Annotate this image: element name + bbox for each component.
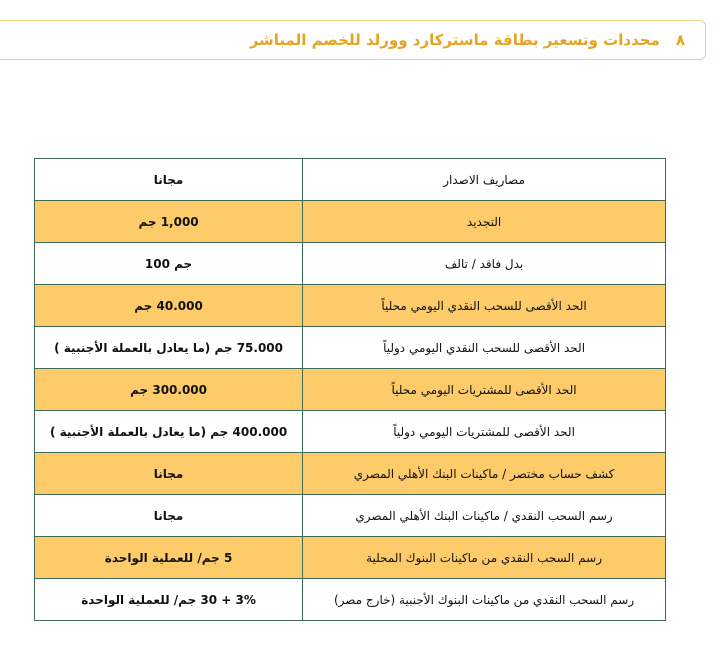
fee-value-cell: 75.000 جم (ما يعادل بالعملة الأجنبية )	[35, 327, 303, 369]
fee-value-cell: 40.000 جم	[35, 285, 303, 327]
section-number: ٨	[675, 31, 685, 49]
fee-label-cell: الحد الأقصى للمشتريات اليومي دولياً	[303, 411, 666, 453]
fee-value-cell: 1,000 جم	[35, 201, 303, 243]
fees-table	[34, 158, 666, 621]
fee-label-cell: رسم السحب النقدي من ماكينات البنوك المحلية	[303, 537, 666, 579]
fee-value-cell: مجانا	[35, 159, 303, 201]
fee-label-cell: كشف حساب مختصر / ماكينات البنك الأهلي المصري	[303, 453, 666, 495]
table-row	[35, 243, 666, 285]
fee-label-cell: التجديد	[303, 201, 666, 243]
table-row	[35, 327, 666, 369]
table-row	[35, 285, 666, 327]
fee-value-cell: 300.000 جم	[35, 369, 303, 411]
fee-label-cell: الحد الأقصى للمشتريات اليومي محلياً	[303, 369, 666, 411]
fee-value-cell: 5 جم/ للعملية الواحدة	[35, 537, 303, 579]
table-row	[35, 495, 666, 537]
table-row	[35, 369, 666, 411]
fee-value-cell: مجانا	[35, 453, 303, 495]
fee-label-cell: بدل فاقد / تالف	[303, 243, 666, 285]
table-row	[35, 159, 666, 201]
table-row	[35, 537, 666, 579]
table-row	[35, 453, 666, 495]
fee-value-cell: 400.000 جم (ما يعادل بالعملة الأجنبية )	[35, 411, 303, 453]
table-row	[35, 201, 666, 243]
fee-label-cell: الحد الأقصى للسحب النقدي اليومي دولياً	[303, 327, 666, 369]
section-header[interactable]	[0, 20, 706, 60]
fee-label-cell: الحد الأقصى للسحب النقدي اليومي محلياً	[303, 285, 666, 327]
fees-table-body	[35, 159, 666, 621]
fee-value-cell: 3% + 30 جم/ للعملية الواحدة	[35, 579, 303, 621]
fee-label-cell: مصاريف الاصدار	[303, 159, 666, 201]
fee-value-cell: جم 100	[35, 243, 303, 285]
table-row	[35, 411, 666, 453]
fee-label-cell: رسم السحب النقدي من ماكينات البنوك الأجنبية (خارج مصر)	[303, 579, 666, 621]
fee-label-cell: رسم السحب النقدي / ماكينات البنك الأهلي المصري	[303, 495, 666, 537]
fee-value-cell: مجانا	[35, 495, 303, 537]
table-row	[35, 579, 666, 621]
section-title: محددات وتسعير بطاقة ماستركارد وورلد للخصم المباشر	[249, 31, 660, 49]
